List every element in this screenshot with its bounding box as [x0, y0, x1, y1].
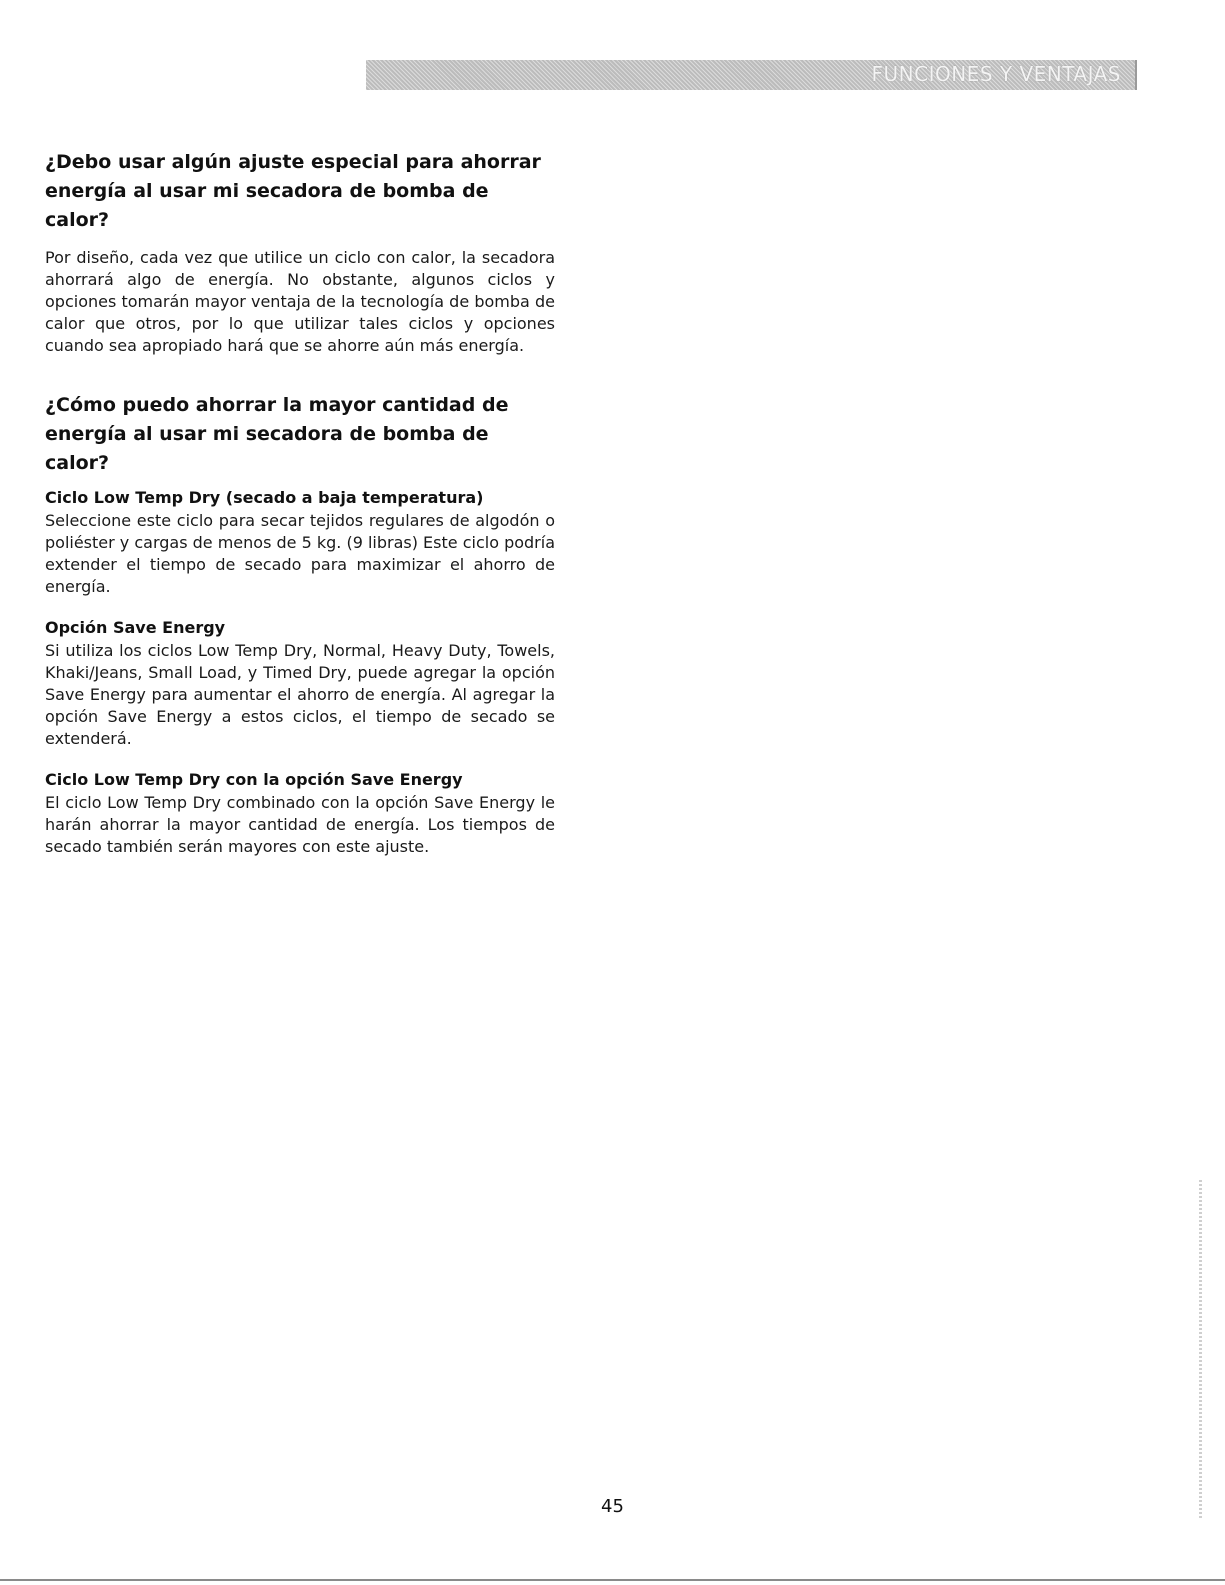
tip-save-energy-option	[45, 616, 555, 750]
content-column	[45, 148, 555, 876]
question-heading-2: ¿Cómo puedo ahorrar la mayor cantidad de energía al usar mi secadora de bomba de calor?	[45, 394, 509, 474]
tip-heading: Ciclo Low Temp Dry con la opción Save Energy	[45, 770, 463, 789]
question-answer-1: Por diseño, cada vez que utilice un ciclo con calor, la secadora ahorrará algo de energía. No obstante, algunos ciclos y opciones tomarán mayor ventaja de la tecnología de bomba de calor que otros, por lo que utilizar tales ciclos y opciones cuando sea apropiado hará que se ahorre aún más energía.	[45, 248, 555, 355]
tip-body: El ciclo Low Temp Dry combinado con la opción Save Energy le harán ahorrar la mayor cantidad de energía. Los tiempos de secado también serán mayores con este ajuste.	[45, 793, 555, 856]
scan-edge-artifact	[1199, 1180, 1202, 1520]
page-number: 45	[601, 1496, 624, 1517]
tip-heading: Ciclo Low Temp Dry (secado a baja temperatura)	[45, 488, 484, 507]
tip-body: Seleccione este ciclo para secar tejidos regulares de algodón o poliéster y cargas de menos de 5 kg. (9 libras) Este ciclo podría extender el tiempo de secado para maximizar el ahorro de energía.	[45, 511, 555, 596]
tip-body: Si utiliza los ciclos Low Temp Dry, Normal, Heavy Duty, Towels, Khaki/Jeans, Small Load, y Timed Dry, puede agregar la opción Save Energy para aumentar el ahorro de energía. Al agregar la opción Save Energy a estos ciclos, el tiempo de secado se extenderá.	[45, 641, 555, 748]
section-banner	[366, 60, 1137, 90]
bottom-rule	[0, 1579, 1225, 1581]
tip-low-temp-dry-save-energy	[45, 768, 555, 858]
tip-low-temp-dry	[45, 486, 555, 598]
tip-heading: Opción Save Energy	[45, 618, 226, 637]
section-title: FUNCIONES Y VENTAJAS	[871, 62, 1121, 86]
question-heading-1: ¿Debo usar algún ajuste especial para ahorrar energía al usar mi secadora de bomba de calor?	[45, 151, 541, 231]
